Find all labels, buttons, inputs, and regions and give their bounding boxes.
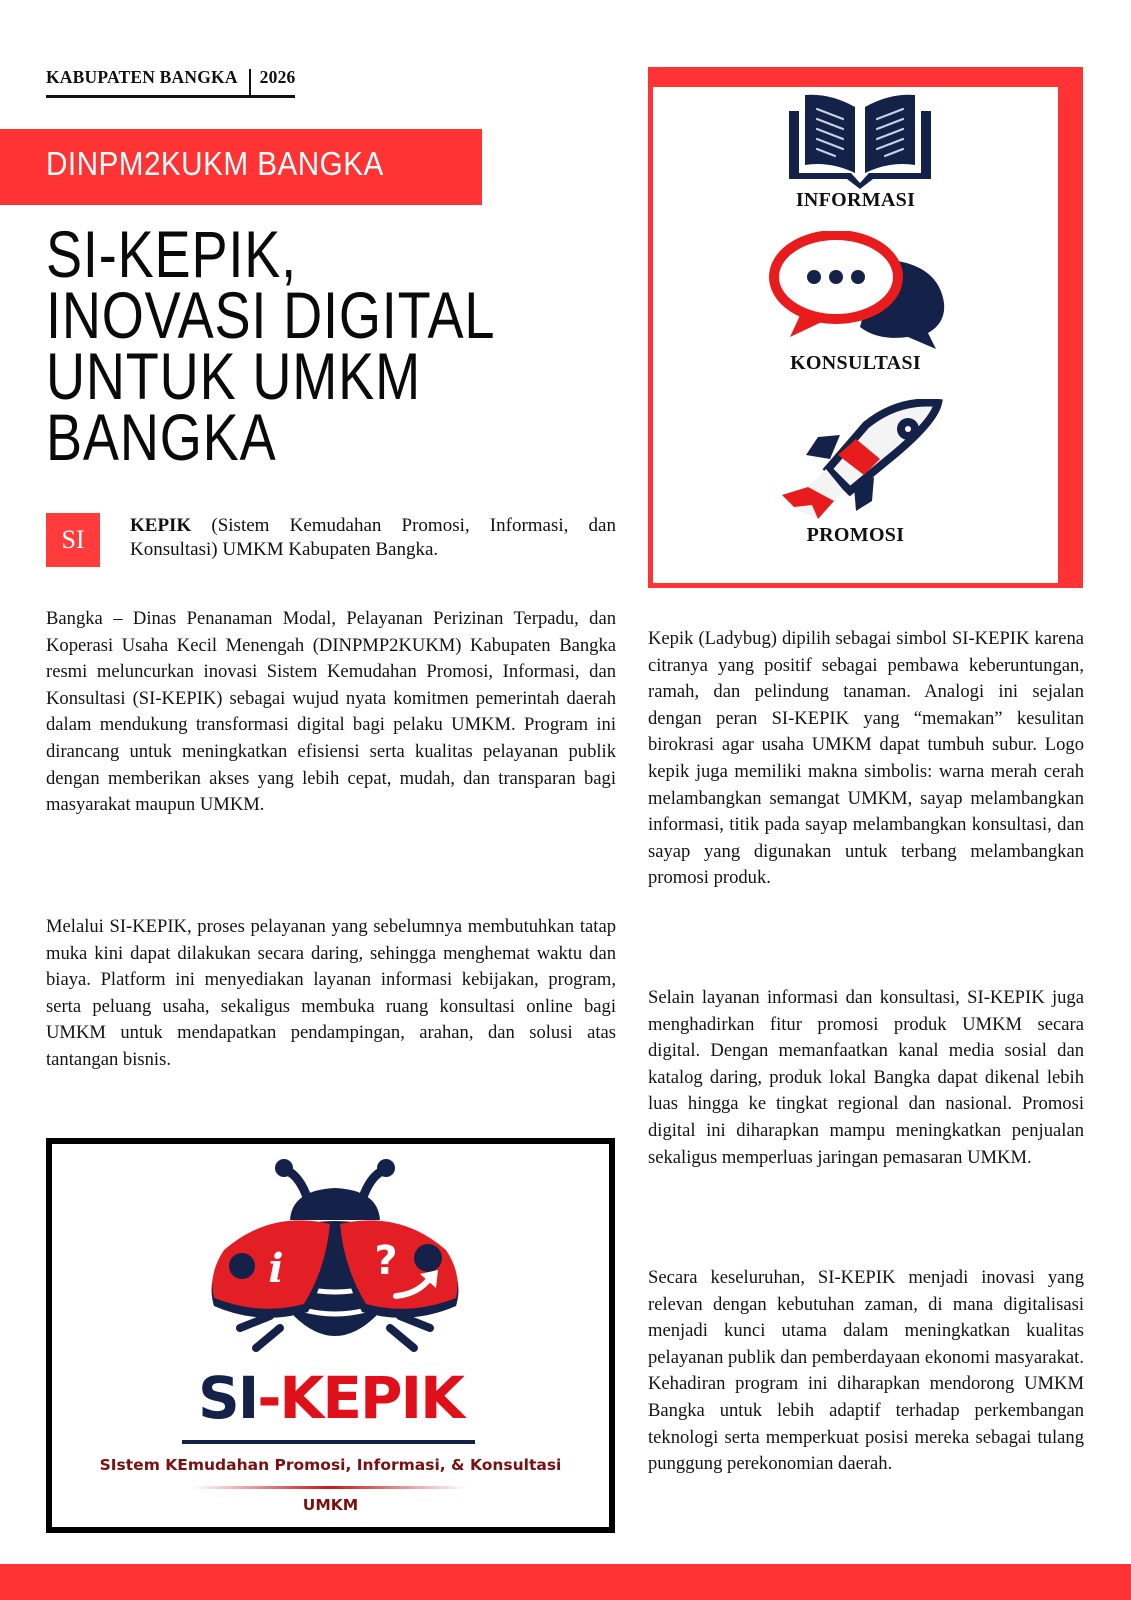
chat-bubbles-icon [768,231,948,349]
feature-label-promosi: PROMOSI [806,524,905,546]
svg-text:i: i [268,1245,284,1292]
logo-title-kepik: -KEPIK [257,1364,464,1432]
intro-text [130,514,616,562]
logo-subtitle: SIstem KEmudahan Promosi, Informasi, & Konsultasi [99,1456,562,1474]
body-paragraph: Melalui SI-KEPIK, proses pelayanan yang sebelumnya membutuhkan tatap muka kini dapat dilakukan secara daring, sehingga menghemat waktu dan biaya. Platform ini menyediakan layanan informasi kebijakan, program, serta peluang usaha, sekaligus membuka ruang konsultasi online bagi UMKM untuk mendapatkan pendampingan, arahan, dan solusi atas tantangan bisnis. [46,916,616,1070]
body-paragraph: Kepik (Ladybug) dipilih sebagai simbol SI-KEPIK karena citranya yang positif sebagai pembawa keberuntungan, ramah, dan pelindung tanaman. Analogi ini sejalan dengan peran SI-KEPIK yang “memakan” kesulitan birokrasi agar usaha UMKM dapat tumbuh subur. Logo kepik juga memiliki makna simbolis: warna merah cerah melambangkan semangat UMKM, sayap melambangkan informasi, titik pada sayap melambangkan konsultasi, dan sayap yang digunakan untuk terbang melambangkan promosi produk. [648,628,1084,889]
si-badge: SI [46,513,100,567]
logo-underline [182,1440,475,1444]
feature-label-konsultasi: KONSULTASI [790,352,921,374]
body-paragraph: Selain layanan informasi dan konsultasi, SI-KEPIK juga menghadirkan fitur promosi produk UMKM secara digital. Dengan memanfaatkan kanal media sosial dan katalog daring, produk lokal Bangka dapat dikenal lebih luas hingga ke tingkat regional dan nasional. Promosi digital ini diharapkan mampu meningkatkan penjualan sekaligus memperluas jaringan pemasaran UMKM. [648,987,1084,1168]
agency-band [0,129,482,205]
feature-label-informasi: INFORMASI [795,189,916,211]
title-line: SI-KEPIK, [46,217,298,291]
body-paragraph: Secara keseluruhan, SI-KEPIK menjadi inovasi yang relevan dengan kebutuhan zaman, di mana digitalisasi menjadi kunci utama dalam meningkatkan kualitas pelayanan publik dan pemberdayaan ekonomi masyarakat. Kehadiran program ini diharapkan mendorong UMKM Bangka untuk lebih adaptif terhadap perkembangan teknologi serta memperkuat posisi mereka sebagai tulang punggung perekonomian daerah. [648,1267,1084,1475]
logo-title [52,1364,609,1432]
title-line: BANGKA [46,400,277,474]
logo-title-si: SI [197,1364,258,1432]
intro-bold: KEPIK [130,515,192,536]
footer-bar [0,1564,1131,1600]
logo-tag: UMKM [302,1496,359,1514]
page-title [46,217,522,474]
region-label: KABUPATEN BANGKA [46,66,238,87]
title-line: INOVASI DIGITAL [46,278,496,352]
intro-rest: (Sistem Kemudahan Promosi, Informasi, dan Konsultasi) UMKM Kabupaten Bangka. [130,515,616,560]
si-kepik-logo-box [46,1138,615,1533]
body-paragraph: Bangka – Dinas Penanaman Modal, Pelayanan Perizinan Terpadu, dan Koperasi Usaha Kecil Menengah (DINPMP2KUKM) Kabupaten Bangka resmi meluncurkan inovasi Sistem Kemudahan Promosi, Informasi, dan Konsultasi (SI-KEPIK) sebagai wujud nyata komitmen pemerintah daerah dalam mendukung transformasi digital bagi pelaku UMKM. Program ini dirancang untuk meningkatkan efisiensi serta kualitas pelayanan publik dengan memberikan akses yang lebih cepat, mudah, dan transparan bagi masyarakat maupun UMKM. [46,608,616,816]
header-separator [249,69,251,95]
open-book-icon [785,89,935,189]
logo-divider [192,1486,467,1489]
title-line: UNTUK UMKM [46,339,421,413]
region-year-header [46,64,295,98]
ladybug-icon [200,1156,470,1356]
year-label: 2026 [259,66,296,87]
rocket-icon [778,399,948,527]
svg-text:?: ? [374,1238,398,1284]
agency-name: DINPM2KUKM BANGKA [46,145,384,182]
feature-frame [648,67,1083,588]
